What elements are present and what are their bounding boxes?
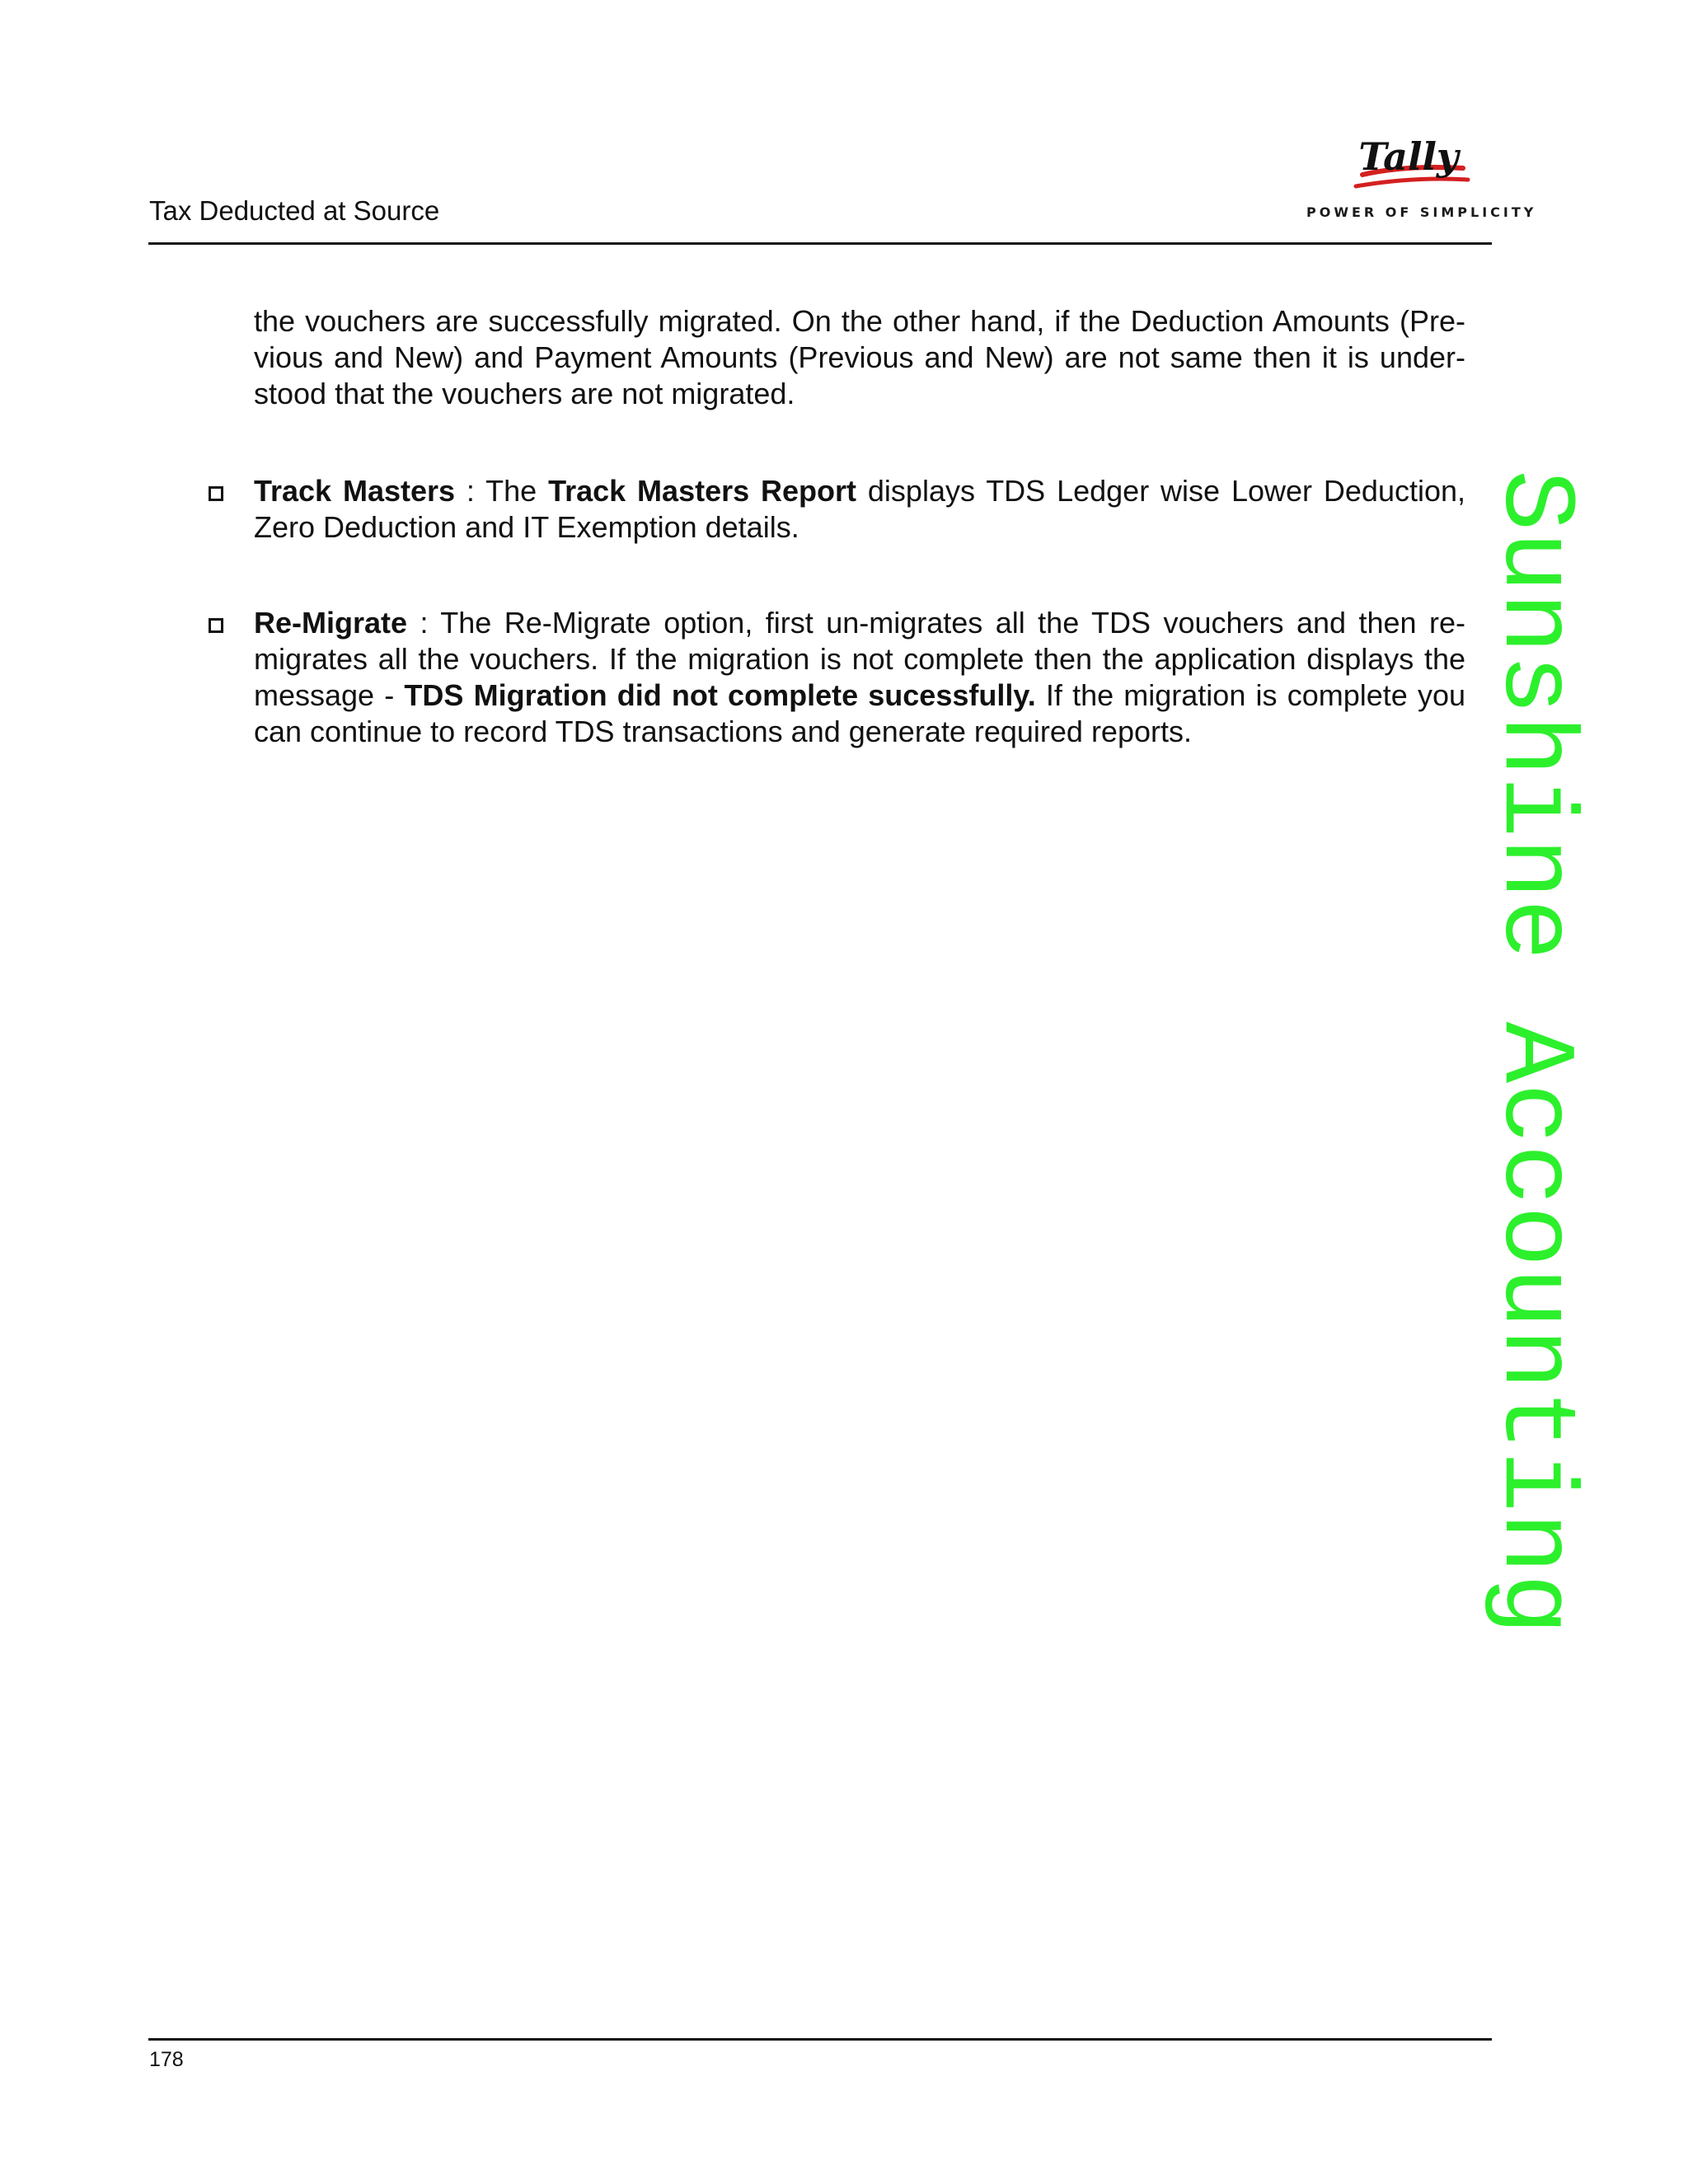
- header-rule: [148, 242, 1492, 245]
- tally-logo: [1306, 132, 1537, 227]
- bullet-rest: If the migration is complete you can continue to record TDS transactions and generate required reports.: [254, 678, 1465, 748]
- header-title: Tax Deducted at Source: [149, 195, 440, 226]
- bullet-item-track-masters: [254, 473, 1465, 546]
- bullet-term: Re-Migrate: [254, 606, 408, 640]
- logo-text: Tally: [1358, 134, 1459, 179]
- bullet-term: Track Masters: [254, 474, 456, 508]
- footer-rule: [148, 2038, 1492, 2041]
- page-number: 178: [149, 2048, 184, 2071]
- tally-wordmark-logo: [1348, 132, 1471, 198]
- vertical-watermark: Sunshine Accounting: [1475, 470, 1591, 1635]
- intro-paragraph: the vouchers are successfully migrated. On the other hand, if the Deduction Amounts (Previous and New) and Payment Amounts (Previous and New) are not same then it is understood that the vouchers are not migrated.: [254, 304, 1465, 410]
- bullet-sep: : The Re-Migrate option, first un-migrates all the TDS vouchers and then re-migrates all the vouchers. If the migration is not complete then the application displays the message -: [254, 606, 1465, 712]
- logo-tagline: POWER OF SIMPLICITY: [1306, 204, 1537, 220]
- bullet-strong: TDS Migration did not complete sucessfully.: [404, 678, 1036, 712]
- bullet-square-icon: [209, 618, 223, 633]
- bullet-square-icon: [209, 486, 223, 501]
- bullet-strong: Track Masters Report: [548, 474, 857, 508]
- bullet-rest: displays TDS Ledger wise Lower Deduction, Zero Deduction and IT Exemption details.: [254, 474, 1466, 544]
- bullet-item-re-migrate: [254, 605, 1465, 750]
- bullet-sep: : The: [455, 474, 549, 508]
